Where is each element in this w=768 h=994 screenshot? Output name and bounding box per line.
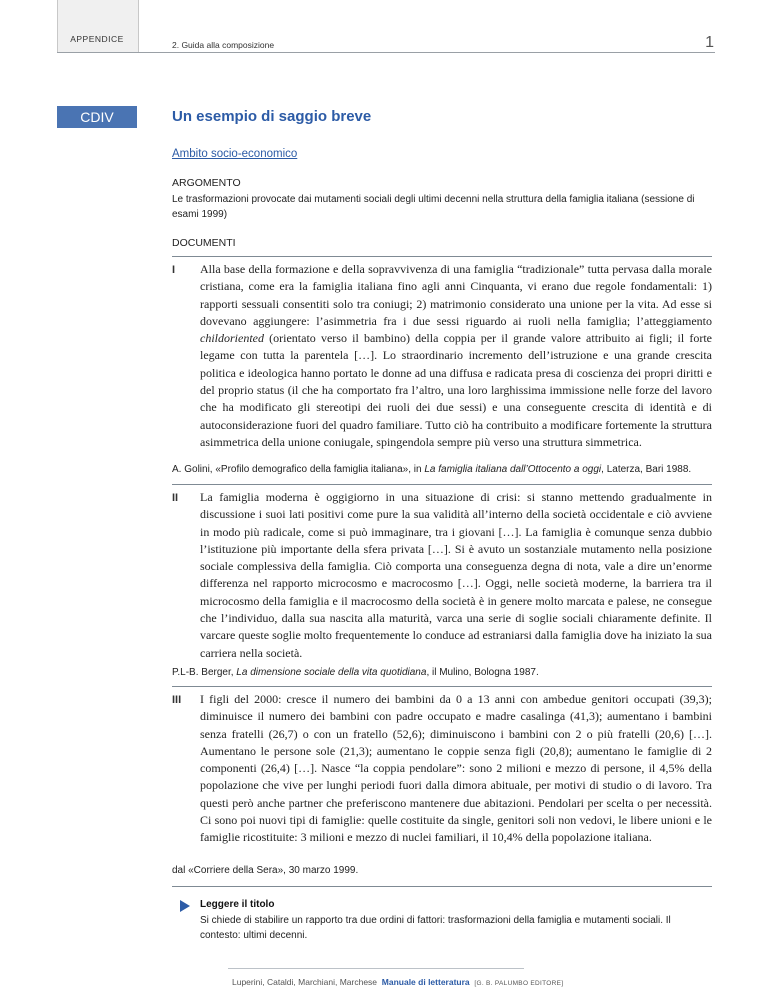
page-number: 1 — [705, 34, 714, 51]
document-text: La famiglia moderna è oggigiorno in una situazione di crisi: si stanno mettendo gradualmente in discussione i suoi lati positivi come pure la sua validità all’interno della società occidentale e ciò avviene in modo più radicale, come si può immaginare, tra i giovani […]. La famiglia è comunque senza dubbio l’istituzione più importante della sfera privata […]. Si è avuto un sostanziale mutamento nella posizione sociale complessiva della famiglia. Ciò comporta una conseguenza degna di nota, vale a dire un’enorme differenza nel rapporto microcosmo e macrocosmo […]. Oggi, nelle società moderne, la barriera tra il microcosmo della famiglia e il macrocosmo della società è in genere molto marcata e palese, ne consegue che l’individuo, dalla sua nascita alla maturità, varca una serie di soglie sociali chiaramente definite. Il varcare queste soglie molto frequentemente lo conduce ad estraniarsi dalla famiglia dove ha iniziato la sua carriera nella società. — [200, 490, 712, 660]
document-numeral: II — [172, 492, 179, 504]
footer-authors: Luperini, Cataldi, Marchiani, Marchese — [232, 977, 378, 987]
document-text: Alla base della formazione e della sopravvivenza di una famiglia “tradizionale” tutta pervasa dalla morale cristiana, come era la famiglia italiana fino agli anni Cinquanta, vi erano due regole fondamentali: 1) rapporti sessuali consentiti solo tra coniugi; 2) matrimonio considerato una unione per la vita. Ad esse si dovevano aggiungere: l’asimmetria fra i due sessi riguardo ai ruoli nella famiglia; l’atteggiamento childoriented (orientato verso il bambino) della coppia per il grande valore attribuito ai figli; il forte legame con tutta la parentela […]. Lo straordinario incremento dell’istruzione e una grande crescita politica e ideologica hanno portato le donne ad una diffusa e radicata presa di coscienza dei propri diritti e del proprio status (il che ha comportato fra l’altro, una loro larghissima immissione nelle forze del lavoro che ha modificato gli stereotipi dei ruoli dei due sessi) e una conseguente crescita di identità e di autoconsiderazione fuori del quadro familiare. Tutto ciò ha contribuito a modificare fortemente la struttura asimmetrica della unione coniugale, spingendola sempre più verso una struttura simmetrica. — [200, 262, 712, 449]
document-divider — [172, 256, 712, 257]
argomento-label: ARGOMENTO — [172, 177, 241, 189]
document-source: A. Golini, «Profilo demografico della famiglia italiana», in La famiglia italiana dall’Ottocento a oggi, Laterza, Bari 1988. — [172, 464, 692, 475]
play-arrow-icon — [180, 900, 190, 912]
documenti-label: DOCUMENTI — [172, 237, 236, 249]
document-numeral: I — [172, 264, 176, 276]
emphasis: childoriented — [200, 331, 264, 346]
footer-divider — [228, 968, 524, 969]
footer-publisher: [G. B. PALUMBO EDITORE] — [474, 980, 564, 987]
chapter-label: 2. Guida alla composizione — [172, 40, 275, 50]
header-divider — [57, 52, 715, 53]
page-title: Un esempio di saggio breve — [172, 108, 372, 125]
footer — [232, 977, 563, 987]
ambito-heading: Ambito socio-economico — [172, 148, 298, 160]
document-divider — [172, 484, 712, 485]
tip-text: Si chiede di stabilire un rapporto tra due ordini di fattori: trasformazioni della famiglia e mutamenti sociali. Il contesto: ultimi decenni. — [200, 915, 671, 941]
header-tab — [57, 0, 139, 52]
argomento-text: Le trasformazioni provocate dai mutamenti sociali degli ultimi decenni nella struttura della famiglia italiana (sessione di esami 1999) — [172, 194, 695, 220]
document-divider — [172, 686, 712, 687]
section-code-badge: CDIV — [57, 106, 137, 128]
section-label: APPENDICE — [70, 34, 124, 44]
document-text: I figli del 2000: cresce il numero dei bambini da 0 a 13 anni con ambedue genitori occupati (39,3); diminuisce il numero dei bambini con padre occupato e madre casalinga (41,3); aumentano i bambini senza fratelli (26,7) o con un fratello (52,6); diminuiscono i bambini con 2 o più fratelli (20,6) […]. Aumentano le persone sole (21,3); aumentano le coppie senza figli (20,8); aumentano le famiglie di 2 componenti (26,4) […]. Nasce “la coppia pendolare”: sono 2 milioni e mezzo di persone, il 4,5% della popolazione che vive per lunghi periodi fuori dalla dimora abituale, per motivi di studio o di lavoro. Tra questi però anche partner che preferiscono mantenere due abitazioni. Pendolari per scelta o per necessità. Ci sono poi nuovi tipi di famiglie: quelle costituite da single, genitori soli non vedovi, le libere unioni e le famiglie ricostituite: 3 milioni e mezzo di nuclei familiari, il 10,4% della popolazione italiana. — [200, 692, 712, 845]
document-divider — [172, 886, 712, 887]
document-source: P.L-B. Berger, La dimensione sociale della vita quotidiana, il Mulino, Bologna 1987. — [172, 667, 539, 678]
document-numeral: III — [172, 694, 182, 706]
document-source: dal «Corriere della Sera», 30 marzo 1999. — [172, 865, 359, 876]
tip-title: Leggere il titolo — [200, 899, 275, 910]
footer-book-title: Manuale di letteratura — [381, 977, 470, 987]
